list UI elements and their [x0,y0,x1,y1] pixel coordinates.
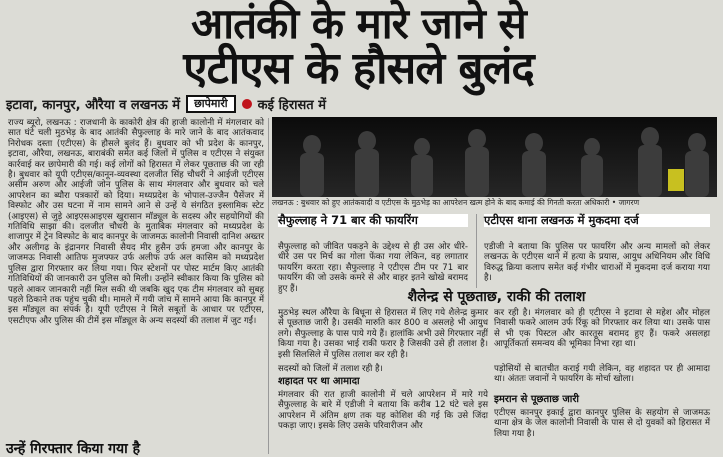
subheadline-tail: कई हिरासत में [257,98,327,113]
news-photo [272,117,717,197]
yellow-canister [668,169,684,191]
section2-left-text: मुठभेड़ स्थल औरैया के बिधूना से हिरासत में लिए गये शैलेन्द्र कुमार से पूछताछ जारी है। उसकी मारुति कार 800 व असलहे भी आयुध लगे। सैफुल्लाह के पास पाये गये हैं। हालांकि अभी उसे गिरफ्तार नहीं किया गया है। उसका भाई राकी फरार है जिसकी उसे ही तलाश है। इसी सिलसिले में पुलिस तलाश कर रही है। [278,308,488,360]
red-dot-icon [242,99,252,109]
column-divider [268,118,269,454]
section2-right-text: कर रही है। मंगलवार को ही एटीएस ने इटावा से महेश और मोहल निवासी फकरे आलम उर्फ रिंकू को गिरफ्तार कर लिया था। उसके पास से भी एक पिस्टल और कारतूस बरामद हुए हैं। फकरे असलहा आपूर्तिकर्ता समन्वय की भूमिका निभा रहा था। [494,308,710,350]
imran-headline: इमरान से पूछताछ जारी [494,394,580,405]
box1-text: सैफुल्लाह को जीवित पकड़ने के उद्देश्य से ही उस ओर धीरे-धीरे उस पर मिर्च का गोला फेंका गया लेकिन, वह लगातार फायरिंग करता रहा। सैफुल्लाह ने एटीएस टीम पर 71 बार फायरिंग की जो उसके कमरे से और बाहर इतने खोखे बरामद हुए हैं। [278,242,468,294]
subheadline-bar [0,95,723,113]
section2-after-right: पड़ोसियों से बातचीत कराई गयी लेकिन, वह शहादत पर ही आमादा था। अंततः जवानों ने फायरिंग के मोर्चा खोला। [494,364,710,385]
box2-headline: एटीएस थाना लखनऊ में मुकदमा दर्ज [484,214,710,227]
section2-headline: शैलेन्द्र से पूछताछ, राकी की तलाश [407,289,586,305]
box2-text: एडीजी ने बताया कि पुलिस पर फायरिंग और अन्य मामलों को लेकर लखनऊ के एटीएस थाने में हत्या के प्रयास, आयुध अधिनियम और विधि विरुद्ध क्रिया कलाप समेत कई गंभीर धाराओं में मुकदमा दर्ज कराया गया है। [484,242,710,284]
section2-after-left: सदस्यों को जिलों में तलाश रही है। [278,364,383,374]
headline-line-2: एटीएस के हौसले बुलंद [183,43,534,94]
photo-caption: लखनऊ : बुधवार को हुए आतंकवादी व एटीएस के मुठभेड़ का आपरेशन खत्म होने के बाद कमाई की गिनती करता अधिकारी • जागरण [272,198,640,207]
raid-stamp: छापेमारी [186,95,236,113]
shahadat-headline: शहादत पर था आमादा [278,376,360,387]
box-divider [476,214,477,288]
bottom-headline-fragment: उन्हें गिरफ्तार किया गया है [6,441,141,457]
left-column-text: राज्य ब्यूरो, लखनऊ : राजधानी के काकोरी क्षेत्र की हाजी कालोनी में मंगलवार को सात घंटे चली मुठभेड़ के बाद आतंकी सैफुल्लाह के मारे जाने के बाद आतंकवाद निरोधक दस्ता (एटीएस) के हौसले बुलंद हैं। बुधवार को भी प्रदेश के कानपुर, इटावा, औरैया, लखनऊ, बाराबंकी समेत कई जिलों में पुलिस व एटीएस ने संयुक्त कार्रवाई कर छापेमारी की गई। कई लोगों को हिरासत में लेकर पूछताछ की जा रही है। बुधवार को यूपी एटीएस/कानून-व्यवस्था दलजीत सिंह चौधरी ने आईजी एटीएस असीम अरुण और आईजी जोन पुलिस के साथ मंगलवार और बुधवार को चले आपरेशन का ब्यौरा पत्रकारों को दिया। मध्यप्रदेश के भोपाल-उज्जैन पैसेंजर में विस्फोट और उस घटना में नाम सामने आने से उन्हें ये संगठित इस्लामिक स्टेट (आइएस) से जुड़े आइएसआइएस खुरासान मॉड्यूल के सदस्य और सहयोगियों की गतिविधि साझा की। दलजीत चौधरी के मुताबिक मंगलवार को मध्यप्रदेश के शाजापुर में ट्रेन विस्फोट के बाद कानपुर के जाजमऊ कालोनी निवासी दानिश अख्तर और अलीगढ़ के इंद्रानगर निवासी सैयद मीर हुसैन उर्फ हमजा और कानपुर के जाजमऊ निवासी आतिफ मुजफ्फर उर्फ अलीफ उर्फ अल कासिम को मध्यप्रदेश पुलिस द्वारा गिरफ्तार कर लिया गया। फिर स्टेशनों पर पोस्ट मार्टम किए आतंकी गतिविधियों की जानकारी उन पुलिस को मिली। उन्होंने स्वीकार किया कि पुलिस को पहले आकर जानकारी नहीं मिल सकी थी जबकि खुद एक टीम मंगलवार को सुबह पहले ठिकाने तक पहुंच चुकी थी। मामले में गयी जांच में सामने आया कि कानपुर में इस मॉड्यूल का संपर्क है। यूपी एटीएस ने मिले सबूतों के आधार पर एटीएस, एसटीएफ और पुलिस की टीमें इस मॉड्यूल के अन्य सदस्यों की तलाश में जुट गईं। [8,118,264,326]
shahadat-text: मंगलवार की रात हाजी कालोनी में चले आपरेशन में मारे गये सैफुल्लाह के बारे में एडीजी ने बताया कि करीब 12 घंटे चले इस आपरेशन में अंतिम क्षण तक यह कोशिश की गई कि उसे जिंदा पकड़ा जाए। इसके लिए उसके परिवारीजन और [278,390,488,432]
subheadline-cities: इटावा, कानपुर, औरैया व लखनऊ में [6,98,181,113]
headline-line-1: आतंकी के मारे जाने से [191,0,526,48]
imran-text: एटीएस कानपुर इकाई द्वारा कानपुर पुलिस के सहयोग से जाजमऊ थाना क्षेत्र के जेल कालोनी निवासी के पास से दो युवकों को हिरासत में लिया गया है। [494,408,710,439]
photo-figures [272,117,717,197]
box1-headline: सैफुल्लाह ने 71 बार की फायरिंग [278,214,468,227]
